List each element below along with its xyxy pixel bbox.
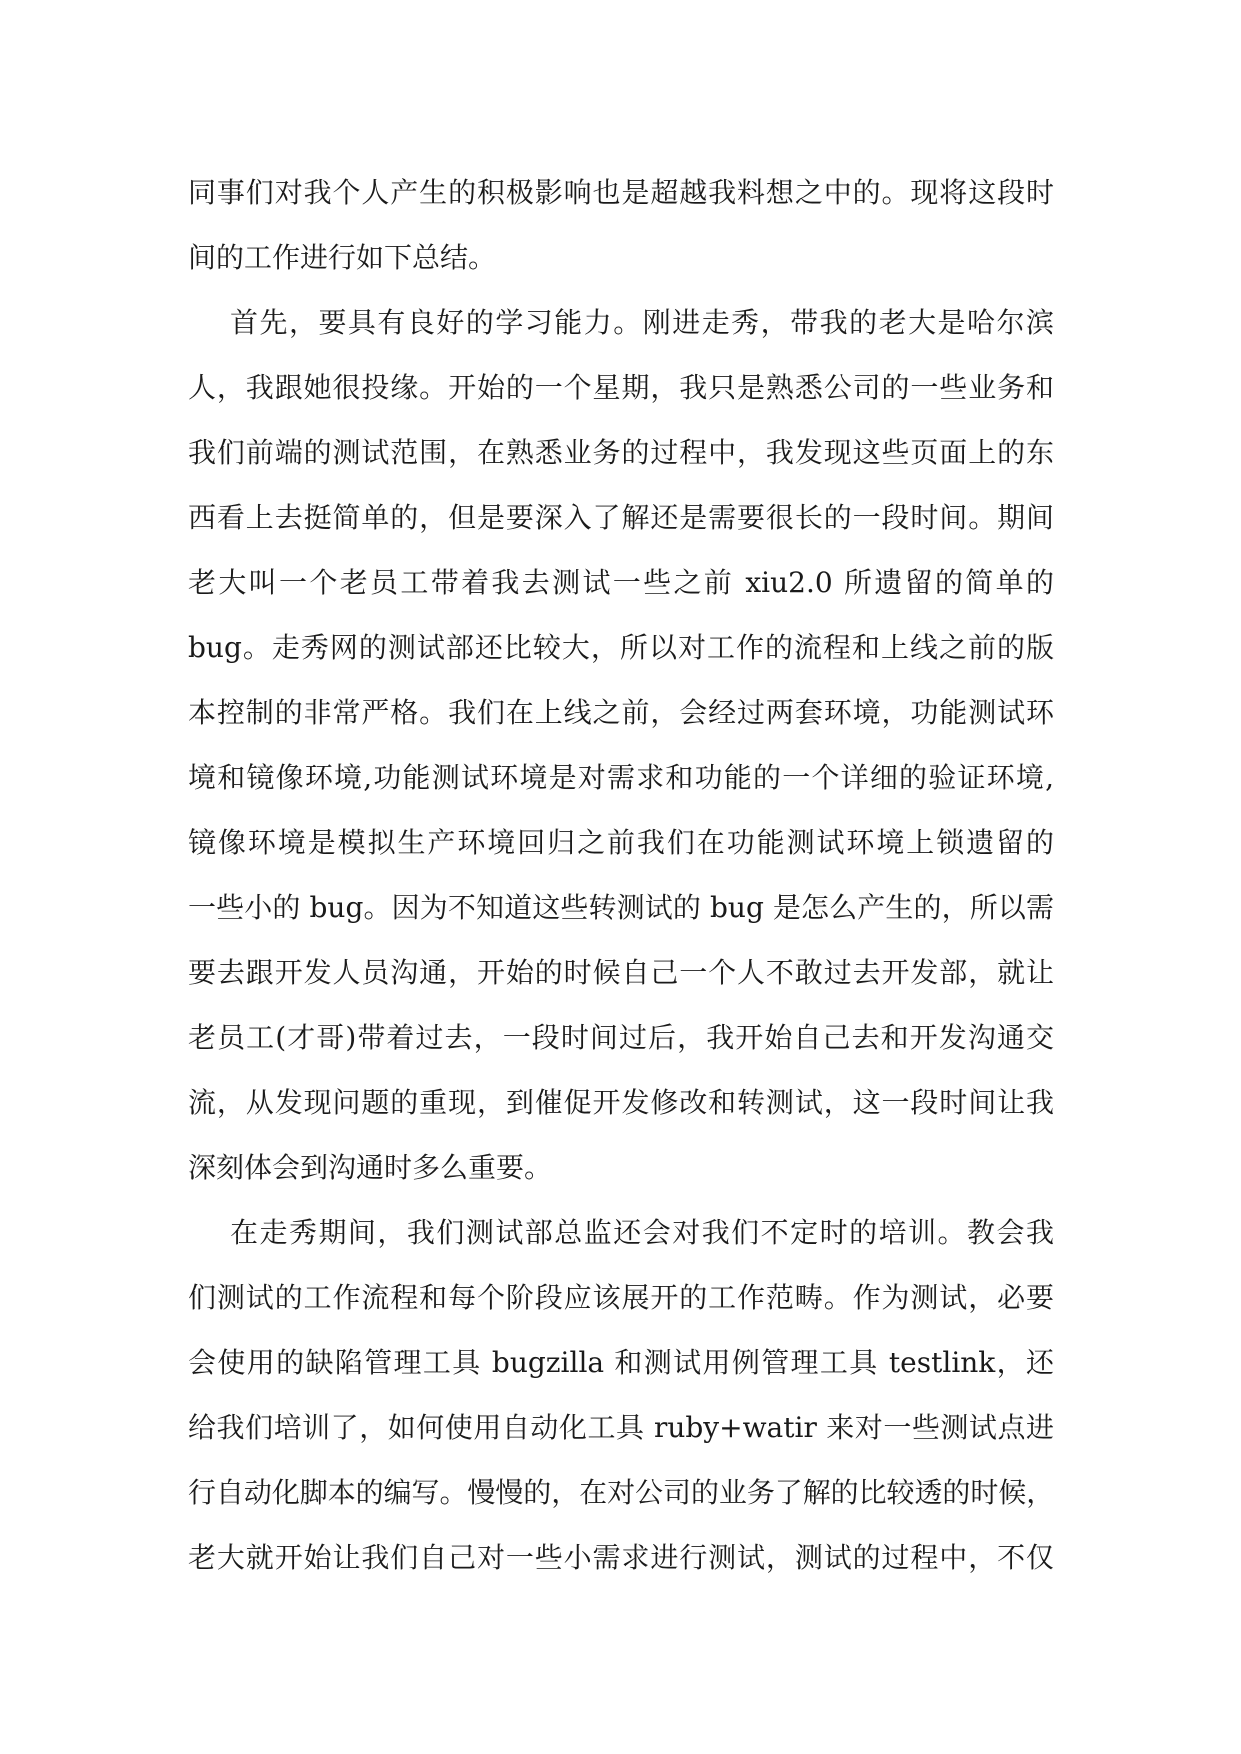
text-line: 我们前端的测试范围，在熟悉业务的过程中，我发现这些页面上的东 — [188, 436, 1054, 469]
text-line: 要去跟开发人员沟通，开始的时候自己一个人不敢过去开发部，就让 — [188, 956, 1054, 989]
text-line: 镜像环境是模拟生产环境回归之前我们在功能测试环境上锁遗留的 — [188, 826, 1054, 859]
text-line: 一些小的 bug。因为不知道这些转测试的 bug 是怎么产生的，所以需 — [188, 891, 1054, 924]
text-line: 境和镜像环境,功能测试环境是对需求和功能的一个详细的验证环境, — [188, 761, 1054, 794]
text-line: 西看上去挺简单的，但是要深入了解还是需要很长的一段时间。期间 — [188, 501, 1054, 534]
paragraph-first-line: 首先，要具有良好的学习能力。刚进走秀，带我的老大是哈尔滨 — [230, 306, 1054, 339]
text-line: 间的工作进行如下总结。 — [188, 241, 497, 274]
text-line: 同事们对我个人产生的积极影响也是超越我料想之中的。现将这段时 — [188, 176, 1054, 209]
paragraph-first-line: 在走秀期间，我们测试部总监还会对我们不定时的培训。教会我 — [230, 1216, 1054, 1249]
body-text — [188, 160, 1054, 1590]
text-line: 行自动化脚本的编写。慢慢的，在对公司的业务了解的比较透的时候， — [188, 1476, 1054, 1509]
text-line: 老大就开始让我们自己对一些小需求进行测试，测试的过程中，不仅 — [188, 1541, 1054, 1574]
text-line: 给我们培训了，如何使用自动化工具 ruby+watir 来对一些测试点进 — [188, 1411, 1054, 1444]
text-line: 人，我跟她很投缘。开始的一个星期，我只是熟悉公司的一些业务和 — [188, 371, 1054, 404]
text-line: bug。走秀网的测试部还比较大，所以对工作的流程和上线之前的版 — [188, 631, 1054, 664]
text-line: 深刻体会到沟通时多么重要。 — [188, 1151, 553, 1184]
text-line: 本控制的非常严格。我们在上线之前，会经过两套环境，功能测试环 — [188, 696, 1054, 729]
text-line: 会使用的缺陷管理工具 bugzilla 和测试用例管理工具 testlink，还 — [188, 1346, 1054, 1379]
text-line: 老大叫一个老员工带着我去测试一些之前 xiu2.0 所遗留的简单的 — [188, 566, 1054, 599]
text-line: 流，从发现问题的重现，到催促开发修改和转测试，这一段时间让我 — [188, 1086, 1054, 1119]
text-line: 老员工(才哥)带着过去，一段时间过后，我开始自己去和开发沟通交 — [188, 1021, 1054, 1054]
text-line: 们测试的工作流程和每个阶段应该展开的工作范畴。作为测试，必要 — [188, 1281, 1054, 1314]
